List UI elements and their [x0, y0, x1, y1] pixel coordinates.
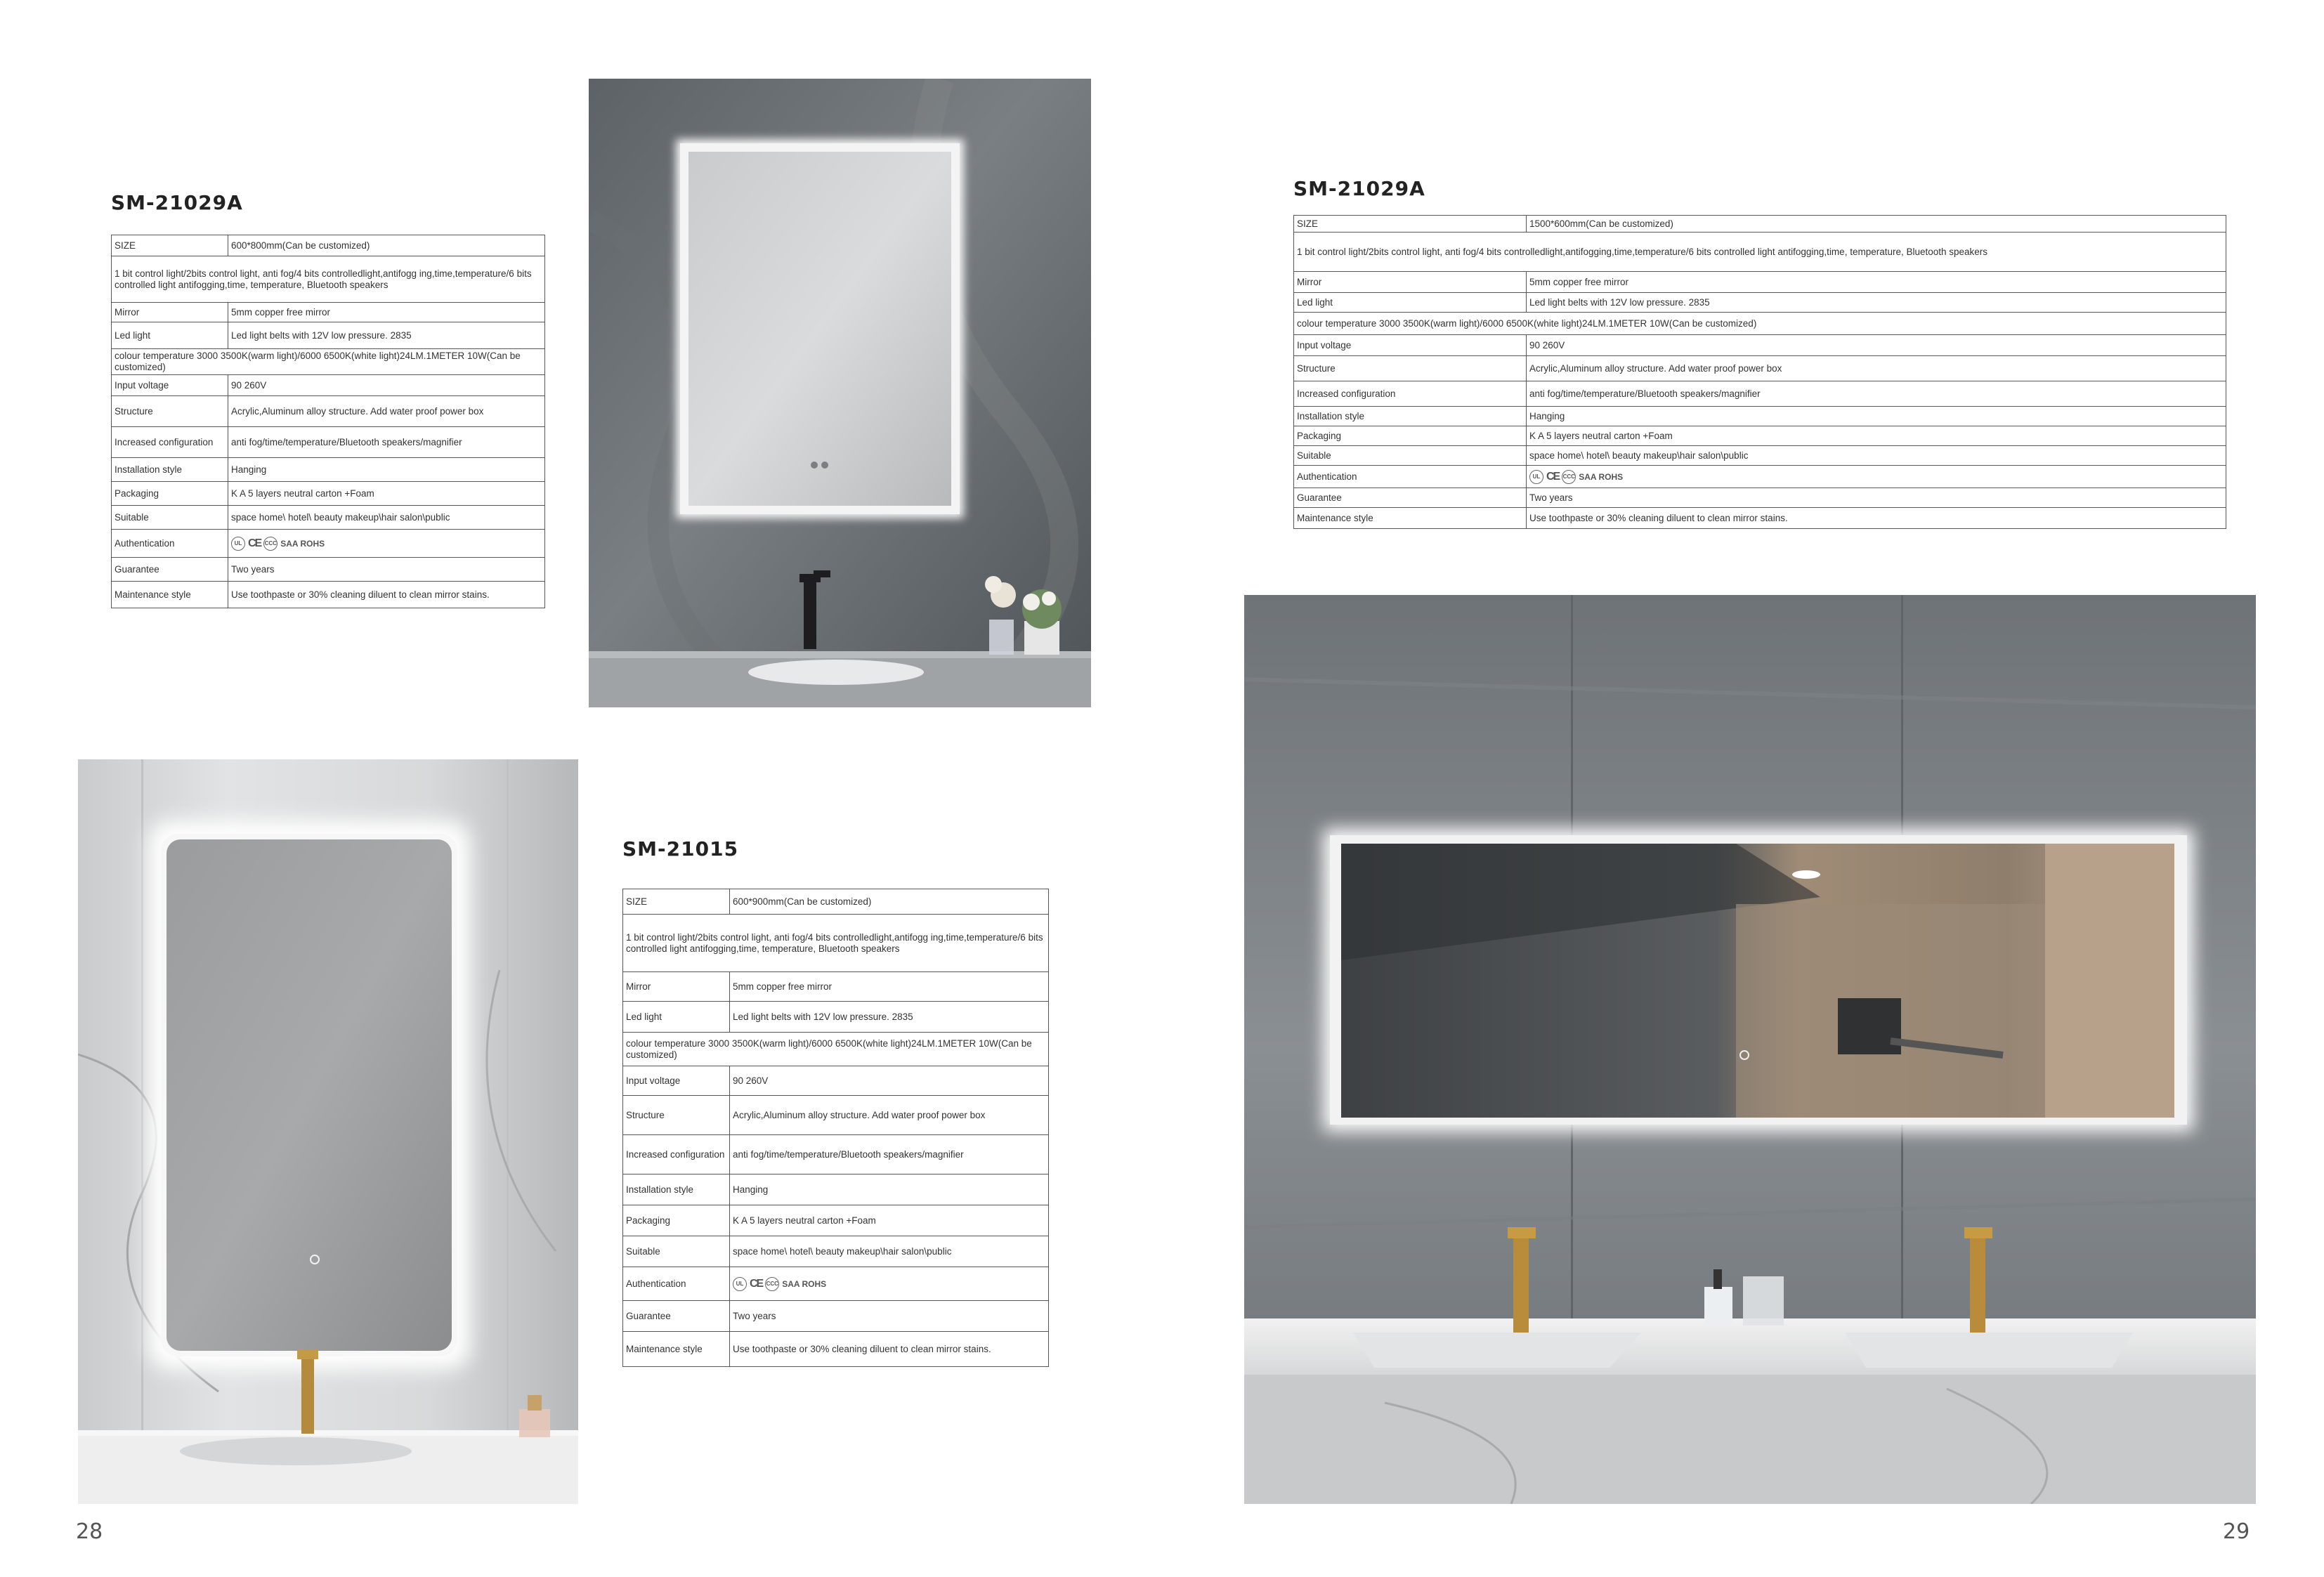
spec-full-cell: 1 bit control light/2bits control light, anti fog/4 bits controlledlight,antifogg ing,time,temperature/6 bits controlled light antifogging,time, temperature, Bluetooth speakers [112, 256, 545, 303]
spec-value: anti fog/time/temperature/Bluetooth speakers/magnifier [1527, 381, 2226, 407]
product-title: SM-21029A [111, 191, 243, 214]
spec-full-cell: colour temperature 3000 3500K(warm light)/6000 6500K(white light)24LM.1METER 10W(Can be customized) [623, 1033, 1049, 1066]
product-title: SM-21015 [622, 837, 739, 861]
spec-row [623, 1205, 1049, 1236]
spec-key: Input voltage [623, 1066, 730, 1096]
spec-table [622, 889, 1049, 1367]
spec-row [112, 530, 545, 558]
spec-key: Mirror [623, 972, 730, 1002]
spec-value: Hanging [1527, 407, 2226, 426]
spec-value: Two years [730, 1301, 1049, 1332]
spec-key: Mirror [112, 303, 228, 322]
spec-key: Maintenance style [112, 582, 228, 608]
spec-value: 5mm copper free mirror [228, 303, 545, 322]
certification-text: SAA ROHS [782, 1278, 827, 1289]
spec-key: SIZE [1294, 216, 1527, 233]
spec-row [623, 1236, 1049, 1267]
product-photo-horizontal-mirror [1244, 595, 2256, 1504]
spec-key: Structure [1294, 356, 1527, 381]
spec-value: 5mm copper free mirror [1527, 272, 2226, 293]
spec-value: Acrylic,Aluminum alloy structure. Add water proof power box [730, 1096, 1049, 1135]
spec-row [112, 482, 545, 506]
spec-value [730, 1267, 1049, 1301]
spec-value: anti fog/time/temperature/Bluetooth speakers/magnifier [228, 427, 545, 458]
spec-row [1294, 508, 2226, 529]
spec-key: Guarantee [112, 558, 228, 582]
spec-row [623, 1267, 1049, 1301]
spec-row [623, 1096, 1049, 1135]
spec-row [112, 303, 545, 322]
spec-value: Use toothpaste or 30% cleaning diluent to clean mirror stains. [730, 1332, 1049, 1367]
spec-row [623, 1002, 1049, 1033]
spec-key: Authentication [112, 530, 228, 558]
spec-row [112, 375, 545, 396]
spec-key: Guarantee [1294, 488, 1527, 508]
spec-value: Hanging [228, 458, 545, 482]
spec-key: Increased configuration [112, 427, 228, 458]
spec-row [1294, 216, 2226, 233]
spec-row [112, 506, 545, 530]
certification-icons [231, 537, 325, 551]
spec-row [112, 322, 545, 349]
spec-value: 1500*600mm(Can be customized) [1527, 216, 2226, 233]
spec-value: Hanging [730, 1174, 1049, 1205]
spec-row [1294, 488, 2226, 508]
spec-row [1294, 335, 2226, 356]
spec-row [1294, 446, 2226, 466]
spec-key: Increased configuration [1294, 381, 1527, 407]
ul-mark-icon: UL [733, 1277, 747, 1291]
spec-key: Authentication [623, 1267, 730, 1301]
spec-value: Led light belts with 12V low pressure. 2835 [228, 322, 545, 349]
certification-text: SAA ROHS [280, 538, 325, 549]
page-number: 29 [2223, 1519, 2250, 1544]
spec-row [112, 458, 545, 482]
spec-row [112, 349, 545, 375]
spec-value: K A 5 layers neutral carton +Foam [1527, 426, 2226, 446]
certification-icons [733, 1277, 826, 1291]
spec-row [623, 1066, 1049, 1096]
spec-key: Structure [623, 1096, 730, 1135]
spec-row [623, 1301, 1049, 1332]
spec-key: Installation style [112, 458, 228, 482]
spec-key: Suitable [112, 506, 228, 530]
spec-key: Led light [112, 322, 228, 349]
spec-row [112, 558, 545, 582]
spec-value: Acrylic,Aluminum alloy structure. Add water proof power box [228, 396, 545, 427]
spec-row [623, 915, 1049, 972]
spec-value [228, 530, 545, 558]
spec-row [623, 972, 1049, 1002]
spec-value: 600*900mm(Can be customized) [730, 889, 1049, 915]
spec-value: space home\ hotel\ beauty makeup\hair salon\public [228, 506, 545, 530]
ce-mark-icon: CE [248, 537, 261, 549]
spec-value: 600*800mm(Can be customized) [228, 235, 545, 256]
spec-key: Led light [623, 1002, 730, 1033]
spec-key: Installation style [1294, 407, 1527, 426]
spec-value: anti fog/time/temperature/Bluetooth speakers/magnifier [730, 1135, 1049, 1174]
spec-key: Packaging [112, 482, 228, 506]
spec-value [1527, 466, 2226, 488]
spec-key: SIZE [623, 889, 730, 915]
spec-key: Maintenance style [623, 1332, 730, 1367]
ce-mark-icon: CE [750, 1277, 763, 1290]
spec-value: space home\ hotel\ beauty makeup\hair salon\public [1527, 446, 2226, 466]
spec-value: 90 260V [730, 1066, 1049, 1096]
product-title: SM-21029A [1293, 177, 1425, 200]
spec-value: 90 260V [1527, 335, 2226, 356]
spec-row [1294, 233, 2226, 272]
spec-value: Led light belts with 12V low pressure. 2835 [730, 1002, 1049, 1033]
spec-row [112, 427, 545, 458]
spec-row [1294, 313, 2226, 335]
spec-row [112, 256, 545, 303]
spec-key: Packaging [623, 1205, 730, 1236]
ul-mark-icon: UL [1529, 470, 1543, 484]
spec-row [112, 235, 545, 256]
spec-row [623, 889, 1049, 915]
product-photo-vertical-mirror [589, 79, 1091, 707]
spec-row [623, 1135, 1049, 1174]
spec-value: K A 5 layers neutral carton +Foam [228, 482, 545, 506]
spec-row [112, 582, 545, 608]
spec-row [1294, 356, 2226, 381]
spec-key: Installation style [623, 1174, 730, 1205]
spec-key: SIZE [112, 235, 228, 256]
spec-value: space home\ hotel\ beauty makeup\hair salon\public [730, 1236, 1049, 1267]
spec-key: Input voltage [112, 375, 228, 396]
ccc-mark-icon: CCC [1562, 470, 1576, 484]
spec-row [1294, 293, 2226, 313]
spec-value: 90 260V [228, 375, 545, 396]
spec-value: Two years [1527, 488, 2226, 508]
spec-row [1294, 466, 2226, 488]
spec-row [1294, 407, 2226, 426]
spec-row [623, 1332, 1049, 1367]
spec-value: Two years [228, 558, 545, 582]
spec-full-cell: 1 bit control light/2bits control light, anti fog/4 bits controlledlight,antifogg ing,time,temperature/6 bits controlled light antifogging,time, temperature, Bluetooth speakers [623, 915, 1049, 972]
spec-table [1293, 215, 2226, 529]
ccc-mark-icon: CCC [263, 537, 278, 551]
spec-value: 5mm copper free mirror [730, 972, 1049, 1002]
spec-row [623, 1033, 1049, 1066]
spec-value: Acrylic,Aluminum alloy structure. Add water proof power box [1527, 356, 2226, 381]
spec-key: Suitable [623, 1236, 730, 1267]
spec-row [1294, 272, 2226, 293]
spec-key: Structure [112, 396, 228, 427]
spec-row [1294, 381, 2226, 407]
spec-row [623, 1174, 1049, 1205]
ce-mark-icon: CE [1546, 470, 1560, 483]
spec-key: Suitable [1294, 446, 1527, 466]
spec-key: Led light [1294, 293, 1527, 313]
spec-full-cell: 1 bit control light/2bits control light, anti fog/4 bits controlledlight,antifogging,time,temperature/6 bits controlled light antifogging,time, temperature, Bluetooth speakers [1294, 233, 2226, 272]
ccc-mark-icon: CCC [765, 1277, 779, 1291]
spec-key: Guarantee [623, 1301, 730, 1332]
certification-text: SAA ROHS [1579, 471, 1624, 482]
spec-key: Authentication [1294, 466, 1527, 488]
spec-full-cell: colour temperature 3000 3500K(warm light)/6000 6500K(white light)24LM.1METER 10W(Can be customized) [112, 349, 545, 375]
spec-value: K A 5 layers neutral carton +Foam [730, 1205, 1049, 1236]
spec-key: Packaging [1294, 426, 1527, 446]
spec-value: Led light belts with 12V low pressure. 2835 [1527, 293, 2226, 313]
product-photo-rounded-mirror [78, 759, 578, 1504]
certification-icons [1529, 470, 1623, 484]
spec-key: Input voltage [1294, 335, 1527, 356]
spec-key: Increased configuration [623, 1135, 730, 1174]
spec-full-cell: colour temperature 3000 3500K(warm light)/6000 6500K(white light)24LM.1METER 10W(Can be customized) [1294, 313, 2226, 335]
spec-row [112, 396, 545, 427]
ul-mark-icon: UL [231, 537, 245, 551]
spec-key: Mirror [1294, 272, 1527, 293]
spec-row [1294, 426, 2226, 446]
spec-value: Use toothpaste or 30% cleaning diluent to clean mirror stains. [228, 582, 545, 608]
page-number: 28 [76, 1519, 103, 1544]
spec-table [111, 235, 545, 608]
spec-key: Maintenance style [1294, 508, 1527, 529]
spec-value: Use toothpaste or 30% cleaning diluent to clean mirror stains. [1527, 508, 2226, 529]
